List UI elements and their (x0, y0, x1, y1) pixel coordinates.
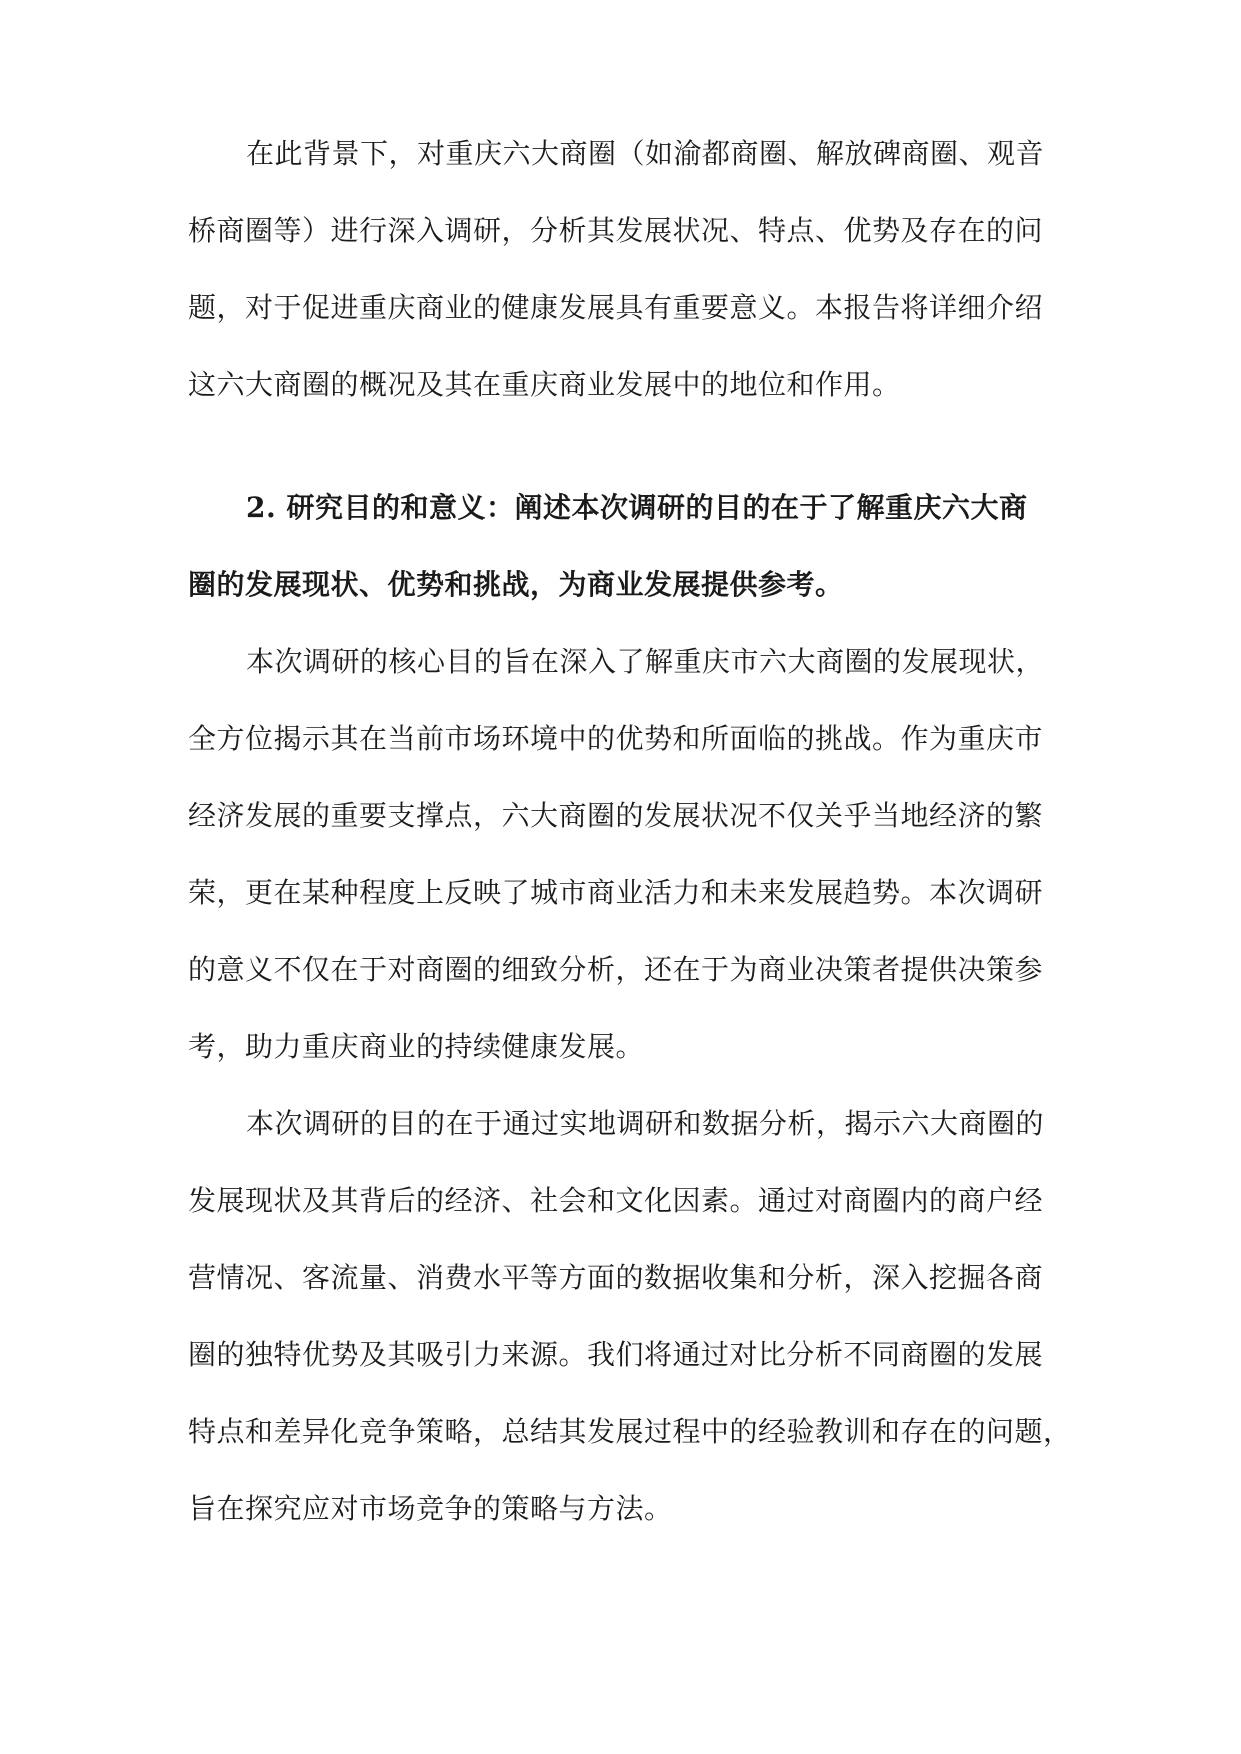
paragraph-line: 考，助力重庆商业的持续健康发展。 (188, 1030, 645, 1063)
paragraph-purpose-core (188, 623, 1050, 1085)
paragraph-line: 在此背景下，对重庆六大商圈（如渝都商圈、解放碑商圈、观音 (246, 137, 1045, 170)
paragraph-line: 这六大商圈的概况及其在重庆商业发展中的地位和作用。 (188, 368, 901, 401)
heading-line: 圈的发展现状、优势和挑战，为商业发展提供参考。 (188, 568, 844, 601)
paragraph-line: 题，对于促进重庆商业的健康发展具有重要意义。本报告将详细介绍 (188, 291, 1044, 324)
paragraph-background-conclusion (188, 115, 1050, 423)
paragraph-line: 经济发展的重要支撑点，六大商圈的发展状况不仅关乎当地经济的繁 (188, 799, 1044, 832)
section-heading (188, 469, 1050, 623)
paragraph-line: 荣，更在某种程度上反映了城市商业活力和未来发展趋势。本次调研 (188, 876, 1044, 909)
heading-line: 2. 研究目的和意义：阐述本次调研的目的在于了解重庆六大商 (246, 491, 1028, 524)
paragraph-line: 本次调研的目的在于通过实地调研和数据分析，揭示六大商圈的 (246, 1107, 1045, 1140)
paragraph-line: 本次调研的核心目的旨在深入了解重庆市六大商圈的发展现状， (246, 645, 1045, 678)
paragraph-line: 圈的独特优势及其吸引力来源。我们将通过对比分析不同商圈的发展 (188, 1338, 1044, 1371)
paragraph-line: 全方位揭示其在当前市场环境中的优势和所面临的挑战。作为重庆市 (188, 722, 1044, 755)
paragraph-line: 桥商圈等）进行深入调研，分析其发展状况、特点、优势及存在的问 (188, 214, 1044, 247)
paragraph-purpose-method (188, 1085, 1072, 1547)
paragraph-line: 发展现状及其背后的经济、社会和文化因素。通过对商圈内的商户经 (188, 1184, 1044, 1217)
paragraph-line: 特点和差异化竞争策略，总结其发展过程中的经验教训和存在的问题， (188, 1415, 1072, 1448)
paragraph-line: 营情况、客流量、消费水平等方面的数据收集和分析，深入挖掘各商 (188, 1261, 1044, 1294)
paragraph-line: 旨在探究应对市场竞争的策略与方法。 (188, 1492, 673, 1525)
paragraph-line: 的意义不仅在于对商圈的细致分析，还在于为商业决策者提供决策参 (188, 953, 1044, 986)
